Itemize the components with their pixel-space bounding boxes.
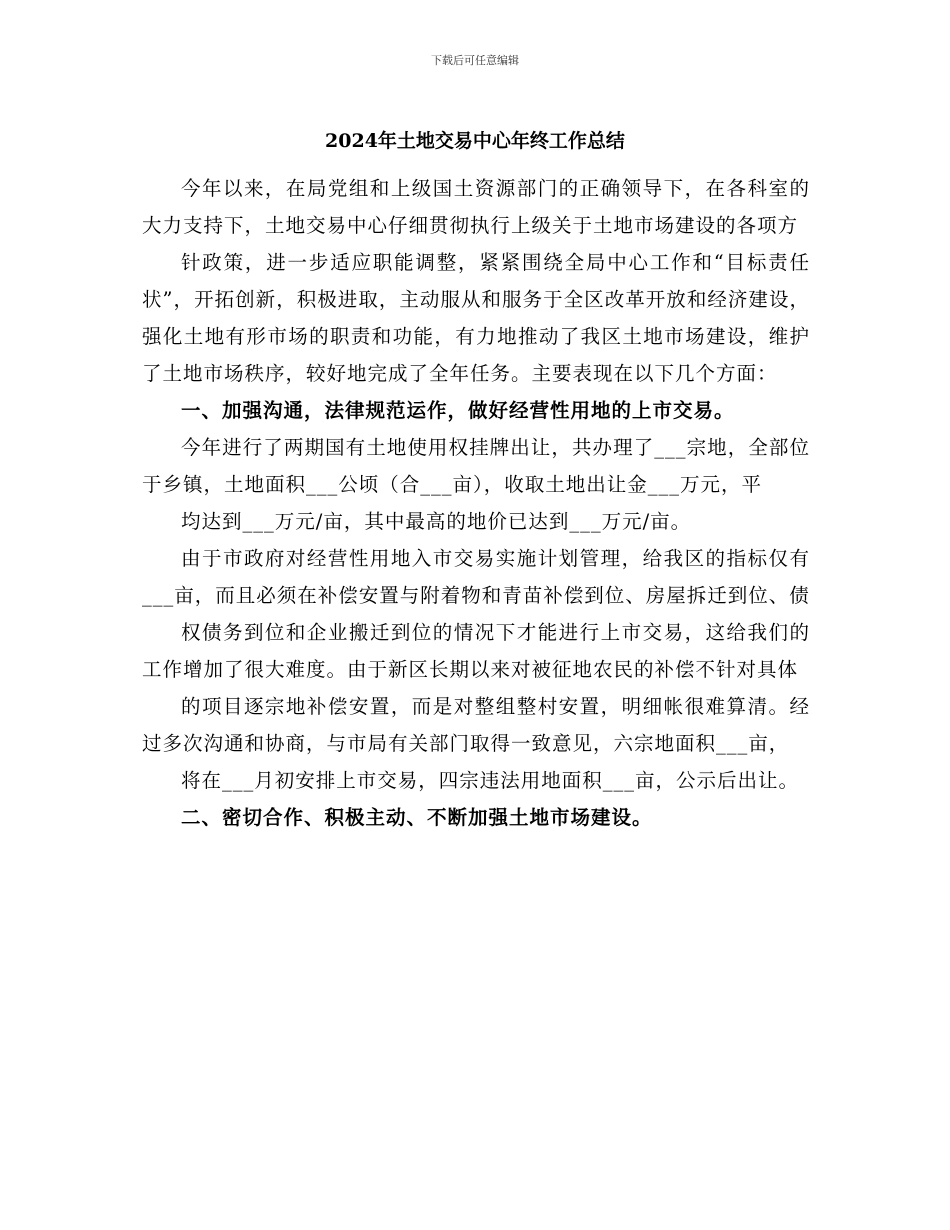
paragraph: 由于市政府对经营性用地入市交易实施计划管理，给我区的指标仅有___亩，而且必须在补偿安置与附着物和青苗补偿到位、房屋拆迁到位、债 <box>142 547 810 607</box>
section-heading: 二、密切合作、积极主动、不断加强土地市场建设。 <box>181 806 653 829</box>
page-header: 下载后可任意编辑 <box>431 54 519 67</box>
document-title: 2024年土地交易中心年终工作总结 <box>325 130 625 152</box>
document-body <box>142 170 810 836</box>
paragraph: 针政策，进一步适应职能调整，紧紧围绕全局中心工作和“目标责任状”，开拓创新，积极进取，主动服从和服务于全区改革开放和经济建设，强化土地有形市场的职责和功能，有力地推动了我区土地市场建设，维护了土地市场秩序，较好地完成了全年任务。主要表现在以下几个方面： <box>142 251 810 385</box>
paragraph: 均达到___万元/亩，其中最高的地价已达到___万元/亩。 <box>181 510 692 533</box>
paragraph: 今年以来，在局党组和上级国土资源部门的正确领导下，在各科室的大力支持下，土地交易中心仔细贯彻执行上级关于土地市场建设的各项方 <box>142 177 810 237</box>
section-heading: 一、加强沟通，法律规范运作，做好经营性用地的上市交易。 <box>181 399 735 422</box>
paragraph: 的项目逐宗地补偿安置，而是对整组整村安置，明细帐很难算清。经过多次沟通和协商，与市局有关部门取得一致意见，六宗地面积___亩， <box>142 695 810 755</box>
paragraph: 权债务到位和企业搬迁到位的情况下才能进行上市交易，这给我们的工作增加了很大难度。由于新区长期以来对被征地农民的补偿不针对具体 <box>142 621 810 681</box>
paragraph: 将在___月初安排上市交易，四宗违法用地面积___亩，公示后出让。 <box>181 769 800 792</box>
paragraph: 今年进行了两期国有土地使用权挂牌出让，共办理了___宗地，全部位于乡镇，土地面积___公顷（合___亩），收取土地出让金___万元，平 <box>142 436 810 496</box>
